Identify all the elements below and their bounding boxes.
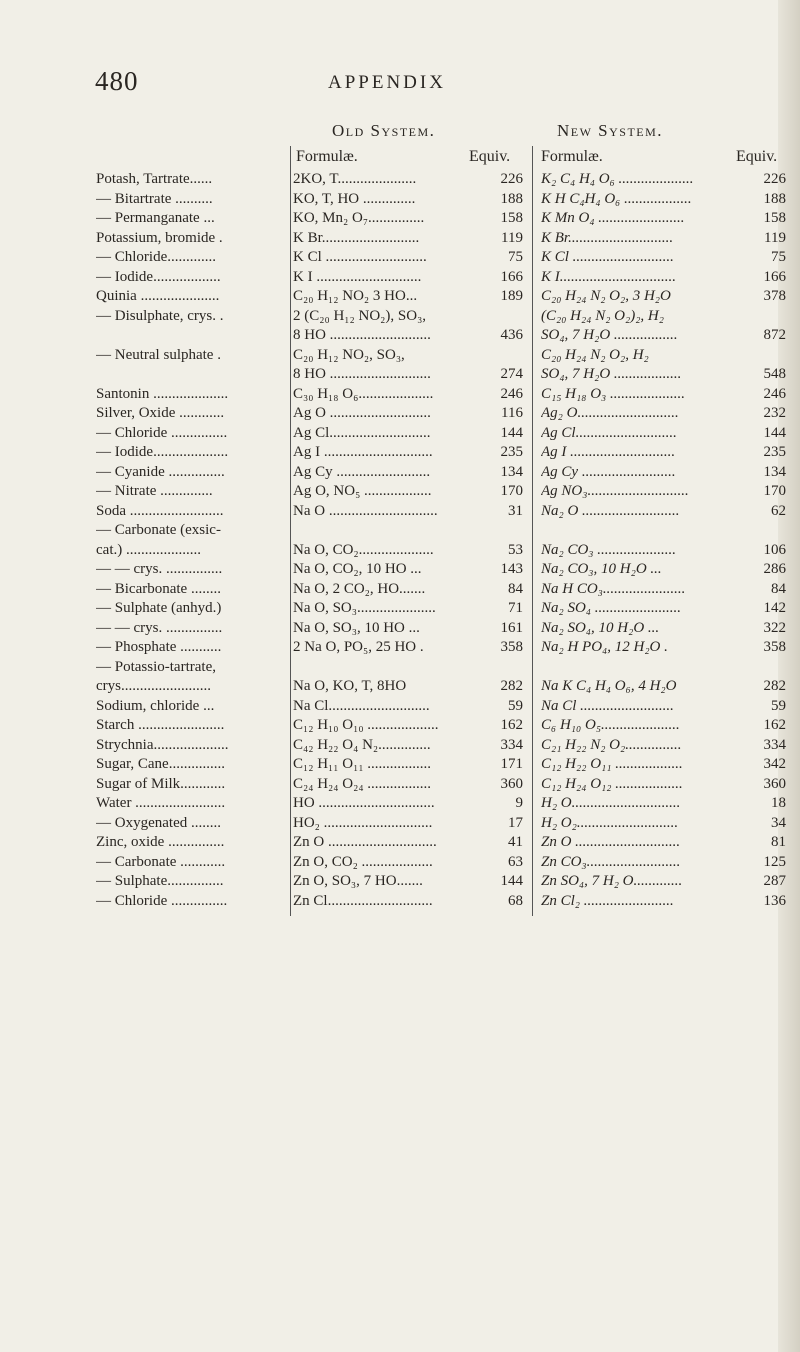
old-formula: HO₂ ............................. bbox=[293, 814, 433, 831]
old-formula: K I ............................ bbox=[293, 268, 422, 285]
new-formula: Na K C₄ H₄ O₆, 4 H₂O bbox=[541, 678, 677, 694]
new-formula: Zn CO₃......................... bbox=[541, 853, 681, 870]
substance-name: crys........................ bbox=[96, 678, 211, 694]
new-equivalent: 378 bbox=[763, 288, 786, 304]
substance-name: Sodium, chloride ... bbox=[96, 697, 215, 714]
substance-name: Potassium, bromide . bbox=[96, 229, 223, 246]
new-formula: C₂₁ H₂₂ N₂ O₂............... bbox=[541, 736, 682, 753]
new-formula: (C₂₀ H₂₄ N₂ O₂)₂, H₂ bbox=[541, 307, 664, 324]
new-formula: Na₂ H PO₄, 12 H₂O . bbox=[541, 639, 668, 655]
new-formula: Na₂ CO₃, 10 H₂O ... bbox=[541, 561, 662, 577]
substance-name: — Permanganate ... bbox=[96, 210, 215, 226]
old-formula: C₂₀ H₁₂ NO₂, SO₃, bbox=[293, 346, 405, 363]
old-equivalent: 17 bbox=[508, 814, 523, 831]
old-formula: Zn O ............................. bbox=[293, 834, 437, 850]
new-formula: Na₂ SO₄ ....................... bbox=[541, 600, 682, 616]
old-equivalent: 171 bbox=[500, 756, 523, 772]
new-equivalent: 282 bbox=[763, 678, 786, 694]
new-equivalent: 62 bbox=[771, 502, 786, 519]
new-equivalent: 232 bbox=[763, 405, 786, 421]
new-equivalent: 59 bbox=[771, 697, 786, 714]
old-equivalent: 282 bbox=[500, 678, 523, 694]
new-equivalent: 360 bbox=[763, 775, 786, 792]
substance-name: Santonin .................... bbox=[96, 385, 229, 402]
substance-name: — Phosphate ........... bbox=[96, 639, 222, 655]
substance-name: — — crys. ............... bbox=[96, 561, 223, 577]
new-formula: C₁₂ H₂₄ O₁₂ .................. bbox=[541, 775, 683, 792]
substance-name: Sugar, Cane............... bbox=[96, 756, 225, 772]
substance-name: Quinia ..................... bbox=[96, 288, 220, 304]
old-formula: HO ............................... bbox=[293, 795, 435, 811]
old-equivalent: 274 bbox=[500, 366, 523, 382]
substance-name: Water ........................ bbox=[96, 795, 226, 811]
new-equivalent: 334 bbox=[763, 736, 786, 753]
new-equivalent: 84 bbox=[771, 580, 786, 597]
new-system-heading: New System. bbox=[557, 121, 664, 140]
old-equivalent: 68 bbox=[508, 892, 523, 909]
new-equivalent: 75 bbox=[771, 249, 786, 265]
new-equivalent: 872 bbox=[763, 327, 786, 343]
old-formula: KO, T, HO .............. bbox=[293, 190, 416, 207]
new-formula: C₂₀ H₂₄ N₂ O₂, 3 H₂O bbox=[541, 288, 671, 304]
page-number: 480 bbox=[95, 66, 139, 96]
new-equivalent: 125 bbox=[763, 853, 786, 870]
substance-name: — Nitrate .............. bbox=[96, 483, 213, 499]
old-formula: Zn O, SO₃, 7 HO....... bbox=[293, 873, 423, 889]
new-equivalent: 286 bbox=[763, 561, 786, 577]
old-equivalent: 246 bbox=[500, 385, 523, 402]
old-formula: K Cl ........................... bbox=[293, 249, 427, 265]
old-equivalent: 235 bbox=[500, 444, 523, 460]
old-formula: Ag Cy ......................... bbox=[293, 463, 431, 480]
old-equivalent: 53 bbox=[508, 541, 523, 558]
running-head: APPENDIX bbox=[328, 72, 446, 93]
substance-name: Starch ....................... bbox=[96, 717, 225, 733]
new-equivalent: 246 bbox=[763, 385, 786, 402]
new-formula: C₁₅ H₁₈ O₃ .................... bbox=[541, 385, 685, 402]
new-formula: Zn O ............................ bbox=[541, 834, 681, 850]
old-formula: Zn Cl............................ bbox=[293, 892, 433, 909]
new-equivalent: 134 bbox=[763, 463, 786, 480]
new-equiv-header: Equiv. bbox=[736, 148, 778, 165]
old-equivalent: 436 bbox=[500, 327, 523, 343]
old-formula: C₂₀ H₁₂ NO₂ 3 HO... bbox=[293, 288, 418, 304]
new-formulae-header: Formulæ. bbox=[541, 148, 603, 165]
old-formula: C₁₂ H₁₁ O₁₁ ................. bbox=[293, 756, 432, 772]
substance-name: — Sulphate (anhyd.) bbox=[96, 600, 222, 616]
substance-name: — Cyanide ............... bbox=[96, 463, 225, 480]
old-formula: Na O, CO₂, 10 HO ... bbox=[293, 561, 422, 577]
old-formula: Na O ............................. bbox=[293, 502, 438, 519]
new-equivalent: 34 bbox=[771, 814, 786, 831]
new-equivalent: 287 bbox=[763, 873, 786, 889]
old-equivalent: 158 bbox=[500, 210, 523, 226]
substance-name: — — crys. ............... bbox=[96, 619, 223, 636]
old-equivalent: 188 bbox=[500, 190, 523, 207]
new-formula: Na₂ O .......................... bbox=[541, 502, 680, 519]
substance-name: — Oxygenated ........ bbox=[96, 814, 221, 831]
new-formula: H₂ O............................. bbox=[541, 795, 681, 811]
old-formula: C₁₂ H₁₀ O₁₀ ................... bbox=[293, 717, 439, 733]
old-equivalent: 116 bbox=[501, 405, 523, 421]
new-equivalent: 322 bbox=[763, 619, 786, 636]
new-equivalent: 158 bbox=[763, 210, 786, 226]
new-equivalent: 136 bbox=[763, 892, 786, 909]
substance-name: Strychnia.................... bbox=[96, 736, 229, 753]
new-formula: SO₄, 7 H₂O ................. bbox=[541, 327, 678, 343]
substance-name: Zinc, oxide ............... bbox=[96, 834, 225, 850]
substance-name: Soda ......................... bbox=[96, 502, 224, 519]
new-formula: K H C₄H₄ O₆ .................. bbox=[541, 190, 692, 207]
new-formula: C₆ H₁₀ O₅..................... bbox=[541, 717, 680, 733]
new-formula: K I............................... bbox=[541, 268, 676, 285]
old-equivalent: 31 bbox=[508, 502, 523, 519]
old-equivalent: 9 bbox=[515, 795, 523, 811]
old-equivalent: 41 bbox=[508, 834, 523, 850]
old-formula: 8 HO ........................... bbox=[293, 366, 431, 382]
old-equivalent: 59 bbox=[508, 697, 523, 714]
old-equivalent: 161 bbox=[500, 619, 523, 636]
old-equivalent: 134 bbox=[500, 463, 523, 480]
old-equivalent: 334 bbox=[500, 736, 523, 753]
new-formula: Ag I ............................ bbox=[541, 444, 676, 460]
new-formula: K Cl ........................... bbox=[541, 249, 674, 265]
new-equivalent: 342 bbox=[763, 756, 786, 772]
old-equivalent: 63 bbox=[508, 853, 523, 870]
substance-name: — Carbonate (exsic- bbox=[96, 522, 221, 538]
substance-name: — Chloride ............... bbox=[96, 424, 228, 441]
old-equiv-header: Equiv. bbox=[469, 148, 511, 165]
new-equivalent: 142 bbox=[763, 600, 786, 616]
substance-name: — Chloride............. bbox=[96, 249, 216, 265]
new-column-rule bbox=[532, 146, 533, 916]
old-formula: Ag I ............................. bbox=[293, 444, 433, 460]
old-formula: C₃₀ H₁₈ O₆.................... bbox=[293, 385, 434, 402]
substance-name: — Iodide.................. bbox=[96, 268, 221, 285]
new-formula: C₁₂ H₂₂ O₁₁ .................. bbox=[541, 756, 683, 772]
new-formula: Zn Cl₂ ........................ bbox=[541, 892, 674, 909]
new-formula: Na₂ SO₄, 10 H₂O ... bbox=[541, 619, 660, 636]
new-formula: Zn SO₄, 7 H₂ O............. bbox=[541, 873, 683, 889]
old-equivalent: 166 bbox=[500, 268, 523, 285]
substance-name: — Sulphate............... bbox=[96, 873, 224, 889]
old-formula: 2 Na O, PO₅, 25 HO . bbox=[293, 639, 424, 655]
substance-name: — Potassio-tartrate, bbox=[96, 658, 216, 675]
old-equivalent: 144 bbox=[500, 424, 523, 441]
new-formula: Ag Cy ......................... bbox=[541, 463, 676, 480]
new-formula: C₂₀ H₂₄ N₂ O₂, H₂ bbox=[541, 346, 649, 363]
substance-name: Potash, Tartrate...... bbox=[96, 171, 213, 187]
old-formula: KO, Mn₂ O₇............... bbox=[293, 210, 425, 226]
new-equivalent: 166 bbox=[763, 268, 786, 285]
substance-name: — Iodide.................... bbox=[96, 444, 229, 460]
new-formula: Ag NO₃........................... bbox=[541, 483, 689, 499]
new-formula: K₂ C₄ H₄ O₆ .................... bbox=[541, 171, 694, 187]
old-equivalent: 143 bbox=[500, 561, 523, 577]
new-formula: K Mn O₄ ....................... bbox=[541, 210, 685, 226]
new-equivalent: 235 bbox=[763, 444, 786, 460]
old-equivalent: 358 bbox=[500, 639, 523, 655]
old-equivalent: 84 bbox=[508, 580, 523, 597]
new-formula: K Br............................ bbox=[541, 229, 674, 246]
new-equivalent: 18 bbox=[771, 795, 786, 811]
new-equivalent: 81 bbox=[771, 834, 786, 850]
substance-name: cat.) .................... bbox=[96, 541, 201, 558]
old-formula: 2KO, T..................... bbox=[293, 171, 417, 187]
new-formula: H₂ O₂........................... bbox=[541, 814, 679, 831]
new-equivalent: 144 bbox=[763, 424, 786, 441]
new-equivalent: 358 bbox=[763, 639, 786, 655]
new-formula: Ag₂ O........................... bbox=[541, 405, 679, 421]
old-formula: Zn O, CO₂ ................... bbox=[293, 853, 433, 870]
old-formula: Na O, CO₂.................... bbox=[293, 541, 434, 558]
new-formula: SO₄, 7 H₂O .................. bbox=[541, 366, 682, 382]
old-formula: Na Cl........................... bbox=[293, 697, 430, 714]
old-equivalent: 226 bbox=[500, 171, 523, 187]
new-formula: Na Cl ......................... bbox=[541, 697, 674, 714]
old-equivalent: 189 bbox=[500, 288, 523, 304]
old-formula: Ag O, NO₅ .................. bbox=[293, 483, 432, 499]
new-equivalent: 170 bbox=[763, 483, 786, 499]
substance-name: Silver, Oxide ............ bbox=[96, 405, 225, 421]
substance-name: Sugar of Milk............ bbox=[96, 775, 226, 792]
substance-name: — Bicarbonate ........ bbox=[96, 580, 221, 597]
new-equivalent: 106 bbox=[763, 541, 786, 558]
old-formula: Na O, SO₃..................... bbox=[293, 600, 436, 616]
old-formula: 2 (C₂₀ H₁₂ NO₂), SO₃, bbox=[293, 307, 427, 324]
new-formula: Na H CO₃...................... bbox=[541, 580, 686, 597]
new-equivalent: 188 bbox=[763, 190, 786, 207]
substance-name: — Chloride ............... bbox=[96, 892, 228, 909]
old-formulae-header: Formulæ. bbox=[296, 148, 358, 165]
old-column-rule bbox=[290, 146, 291, 916]
new-equivalent: 548 bbox=[763, 366, 786, 382]
old-formula: 8 HO ........................... bbox=[293, 327, 431, 343]
old-equivalent: 144 bbox=[500, 873, 523, 889]
substance-name: — Neutral sulphate . bbox=[96, 346, 221, 363]
old-equivalent: 71 bbox=[508, 600, 523, 616]
new-formula: Na₂ CO₃ ..................... bbox=[541, 541, 677, 558]
substance-name: — Disulphate, crys. . bbox=[96, 307, 224, 324]
new-equivalent: 119 bbox=[764, 229, 786, 246]
new-equivalent: 226 bbox=[763, 171, 786, 187]
old-formula: C₂₄ H₂₄ O₂₄ ................. bbox=[293, 775, 432, 792]
substance-name: — Bitartrate .......... bbox=[96, 190, 213, 207]
new-equivalent: 162 bbox=[763, 717, 786, 733]
substance-name: — Carbonate ............ bbox=[96, 853, 226, 870]
old-formula: Na O, SO₃, 10 HO ... bbox=[293, 619, 420, 636]
old-formula: Na O, 2 CO₂, HO....... bbox=[293, 580, 426, 597]
old-equivalent: 360 bbox=[500, 775, 523, 792]
old-formula: Na O, KO, T, 8HO bbox=[293, 678, 407, 694]
old-equivalent: 119 bbox=[501, 229, 523, 246]
old-system-heading: Old System. bbox=[332, 121, 436, 140]
old-formula: K Br.......................... bbox=[293, 229, 420, 246]
old-formula: Ag O ........................... bbox=[293, 405, 431, 421]
old-equivalent: 170 bbox=[500, 483, 523, 499]
old-formula: Ag Cl........................... bbox=[293, 424, 431, 441]
old-equivalent: 162 bbox=[500, 717, 523, 733]
old-formula: C₄₂ H₂₂ O₄ N₂.............. bbox=[293, 736, 431, 753]
new-formula: Ag Cl........................... bbox=[541, 424, 677, 441]
old-equivalent: 75 bbox=[508, 249, 523, 265]
